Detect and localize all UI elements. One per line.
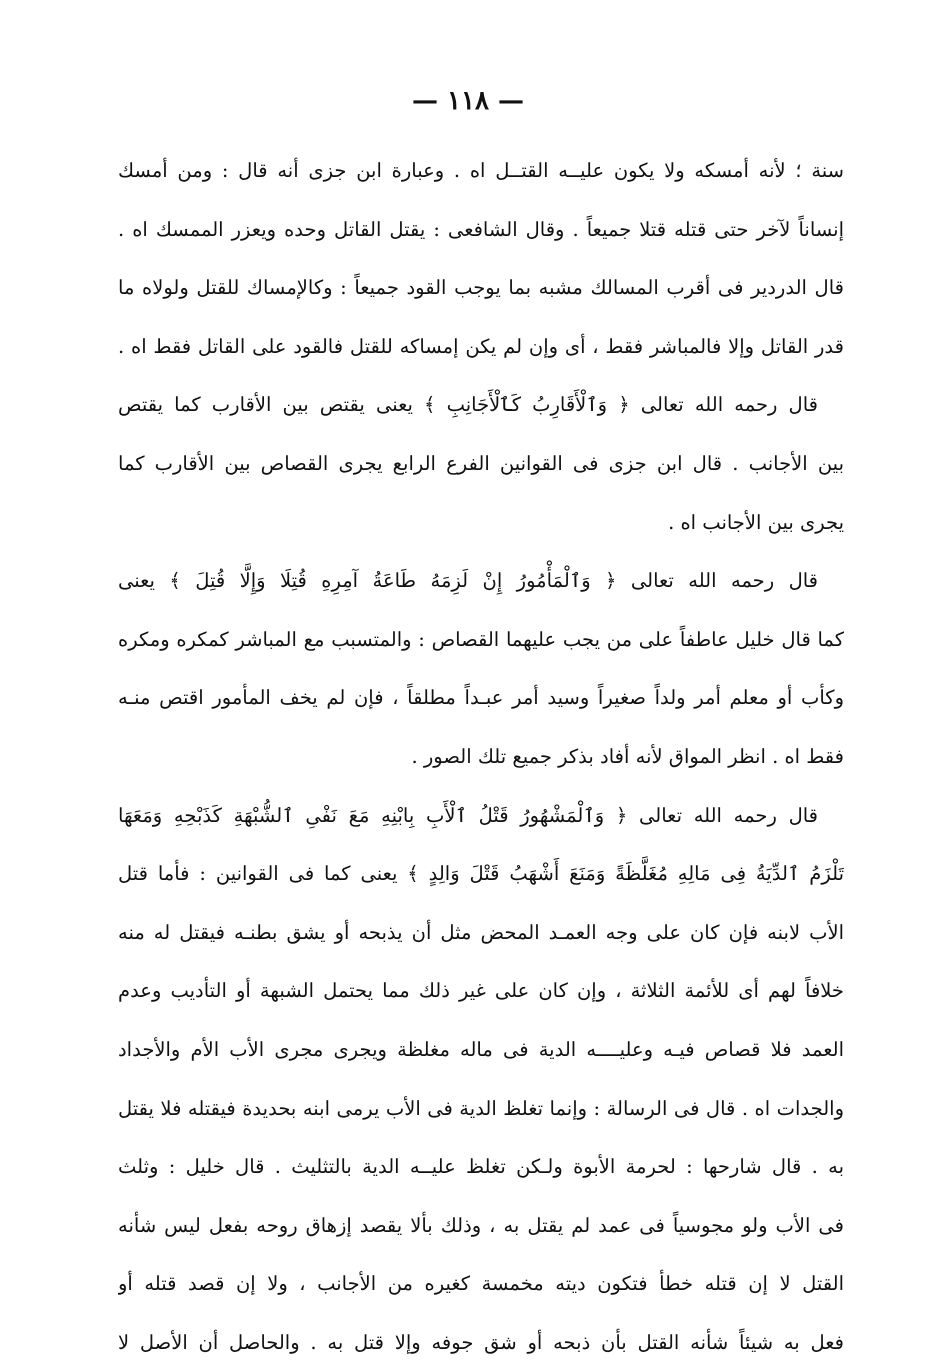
- text-line: قال رحمه الله تعالى ﴿ وَٱلْمَشْهُورُ قَتْلُ ٱلْأَبِ بِابْنِهِ مَعَ نَفْىِ ٱلشُّبْهَةِ كَذَبْحِهِ وَمَعَهَا: [118, 803, 818, 827]
- text-line: خلافاً لهم أى للأئمة الثلاثة ، وإن كان على غير ذلك مما يحتمل الشبهة أو التأديب وعدم: [118, 979, 844, 1003]
- body-text: [118, 142, 844, 1372]
- text-line: فعل به شيئاً شأنه القتل بأن ذبحه أو شق جوفه وإلا قتل به . والحاصل أن الأصل لا: [118, 1330, 844, 1354]
- text-line: قدر القاتل وإلا فالمباشر فقط ، أى وإن لم يكن إمساكه للقتل فالقود على القاتل فقط اه .: [118, 334, 844, 358]
- text-line: قال رحمه الله تعالى ﴿ وَٱلْمَأْمُورُ إِنْ لَزِمَهُ طَاعَةُ آمِرِهِ قُتِلَا وَإِلَّا قُتِلَ ﴾ يعنى: [118, 569, 818, 593]
- text-line: قال رحمه الله تعالى ﴿ وَٱلْأَقَارِبُ كَٱلْأَجَانِبِ ﴾ يعنى يقتص بين الأقارب كما يقتص: [118, 393, 818, 417]
- text-line: بين الأجانب . قال ابن جزى فى القوانين الفرع الرابع يجرى القصاص بين الأقارب كما: [118, 451, 844, 475]
- text-line: فى الأب ولو مجوسياً فى عمد لم يقتل به ، وذلك بألا يقصد إزهاق روحه بفعل ليس شأنه: [118, 1213, 844, 1237]
- page-number: — ١١٨ —: [411, 86, 525, 116]
- text-line: يجرى بين الأجانب اه .: [668, 510, 844, 534]
- text-line: تَلْزَمُ ٱلدِّيَةُ فِى مَالِهِ مُغَلَّظَةً وَمَنَعَ أَشْهَبُ قَتْلَ وَالِدٍ ﴾ يعنى كما فى القوانين : فأما قتل: [118, 862, 844, 886]
- text-line: وكأب أو معلم أمر ولداً صغيراً وسيد أمر عبـداً مطلقاً ، فإن لم يخف المأمور اقتص منـه: [118, 686, 844, 710]
- text-line: به . قال شارحها : لحرمة الأبوة ولـكن تغلظ عليــه الدية بالتثليث . قال خليل : وثلث: [118, 1155, 844, 1179]
- text-line: والجدات اه . قال فى الرسالة : وإنما تغلظ الدية فى الأب يرمى ابنه بحديدة فيقتله فلا يقتل: [118, 1096, 844, 1120]
- text-line: إنساناً لآخر حتى قتله قتلا جميعاً . وقال الشافعى : يقتل القاتل وحده ويعزر الممسك اه .: [118, 217, 844, 241]
- text-line: العمد فلا قصاص فيـه وعليــــه الدية فى ماله مغلظة ويجرى مجرى الأب الأم والأجداد: [118, 1037, 844, 1061]
- text-line: القتل لا إن قتله خطأ فتكون ديته مخمسة كغيره من الأجانب ، ولا إن قصد قتله أو: [118, 1272, 844, 1296]
- text-line: قال الدردير فى أقرب المسالك مشبه بما يوجب القود جميعاً : وكالإمساك للقتل ولولاه ما: [118, 276, 844, 300]
- text-line: فقط اه . انظر المواق لأنه أفاد بذكر جميع تلك الصور .: [411, 744, 844, 768]
- text-line: الأب لابنه فإن كان على وجه العمـد المحض مثل أن يذبحه أو يشق بطنـه فيقتل له منه: [118, 920, 844, 944]
- text-line: سنة ؛ لأنه أمسكه ولا يكون عليــه القتــل اه . وعبارة ابن جزى أنه قال : ومن أمسك: [118, 159, 844, 182]
- text-line: كما قال خليل عاطفاً على من يجب عليهما القصاص : والمتسبب مع المباشر كمكره ومكره: [118, 627, 844, 651]
